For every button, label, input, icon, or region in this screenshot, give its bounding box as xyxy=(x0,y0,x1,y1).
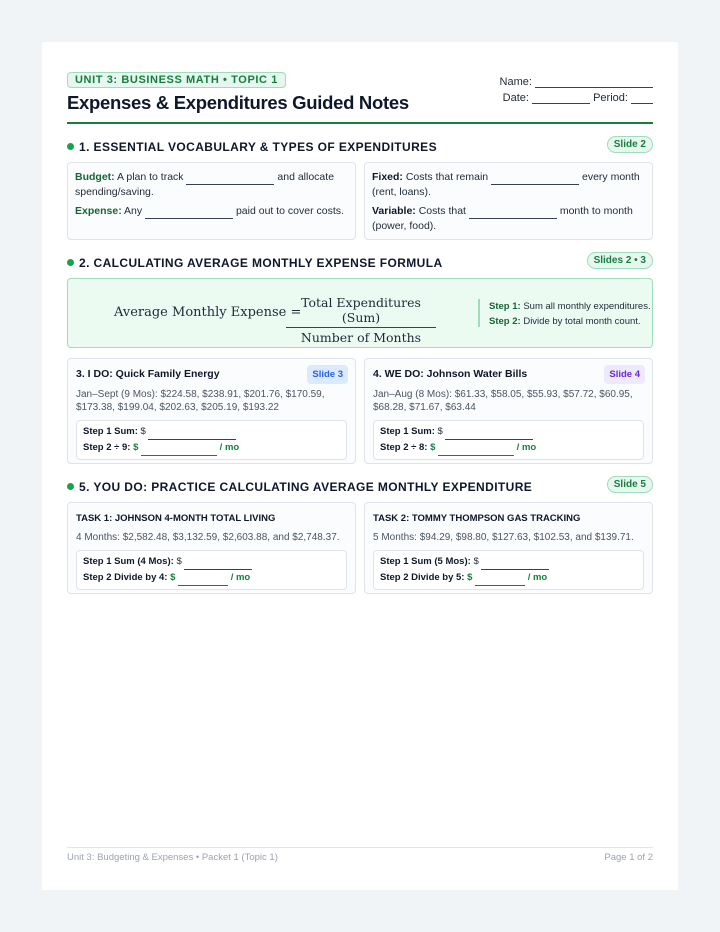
section-2-header xyxy=(67,252,653,274)
period-label: Period: xyxy=(593,92,628,104)
slide-badge: Slides 2 • 3 xyxy=(587,252,653,269)
section-2-title: 2. CALCULATING AVERAGE MONTHLY EXPENSE FORMULA xyxy=(79,256,443,270)
task-card-1 xyxy=(67,502,356,594)
period-field[interactable] xyxy=(631,93,653,104)
worksheet-page xyxy=(42,42,678,890)
vocab-card-left xyxy=(67,162,356,240)
task-title: TASK 2: TOMMY THOMPSON GAS TRACKING xyxy=(373,513,581,524)
page-number: Page 1 of 2 xyxy=(604,852,653,863)
section-bullet-icon xyxy=(67,143,74,150)
budget-blank[interactable] xyxy=(186,174,274,185)
header xyxy=(67,70,653,112)
section-5-header xyxy=(67,476,653,498)
average-blank[interactable] xyxy=(438,445,514,456)
example-title: 4. WE DO: Johnson Water Bills xyxy=(373,368,528,380)
section-5-title: 5. YOU DO: PRACTICE CALCULATING AVERAGE MONTHLY EXPENDITURE xyxy=(79,480,533,494)
example-card-we-do xyxy=(364,358,653,464)
footer-unit-label: Unit 3: Budgeting & Expenses • Packet 1 (Topic 1) xyxy=(67,852,278,863)
section-1-title: 1. ESSENTIAL VOCABULARY & TYPES OF EXPENDITURES xyxy=(79,140,437,154)
formula-divider xyxy=(478,299,480,327)
formula-numerator: Total Expenditures (Sum) xyxy=(301,295,421,325)
expense-definition: Expense: Any paid out to cover costs. xyxy=(75,205,344,217)
name-label: Name: xyxy=(499,76,532,88)
task-data: 4 Months: $2,582.48, $3,132.59, $2,603.88, and $2,748.37. xyxy=(76,532,340,543)
section-bullet-icon xyxy=(67,483,74,490)
work-box: Step 1 Sum (5 Mos): $ Step 2 Divide by 5: $ / mo xyxy=(373,550,644,590)
section-1-header xyxy=(67,136,653,158)
formula-denominator: Number of Months xyxy=(300,330,422,345)
fraction-bar xyxy=(286,327,436,328)
variable-blank[interactable] xyxy=(469,208,557,219)
example-data: Jan–Sept (9 Mos): $224.58, $238.91, $201.76, $170.59, $173.38, $199.04, $202.63, $205.19, $193.22 xyxy=(76,389,325,413)
sum-blank[interactable] xyxy=(148,429,236,440)
work-box: Step 1 Sum: $ Step 2 ÷ 9: $ / mo xyxy=(76,420,347,460)
unit-badge: UNIT 3: BUSINESS MATH • TOPIC 1 xyxy=(67,72,286,88)
task-card-2 xyxy=(364,502,653,594)
page-title: Expenses & Expenditures Guided Notes xyxy=(67,92,409,113)
section-bullet-icon xyxy=(67,259,74,266)
task-data: 5 Months: $94.29, $98.80, $127.63, $102.53, and $139.71. xyxy=(373,532,634,543)
sum-blank[interactable] xyxy=(184,559,252,570)
average-blank[interactable] xyxy=(178,575,228,586)
slide-badge: Slide 5 xyxy=(607,476,653,493)
work-box: Step 1 Sum: $ Step 2 ÷ 8: $ / mo xyxy=(373,420,644,460)
sum-blank[interactable] xyxy=(481,559,549,570)
formula-fraction xyxy=(286,295,436,345)
formula-steps: Step 1: Sum all monthly expenditures. Step 2: Divide by total month count. xyxy=(489,301,651,327)
formula-lhs: Average Monthly Expense = xyxy=(114,305,302,320)
slide-badge: Slide 4 xyxy=(604,365,645,384)
sum-blank[interactable] xyxy=(445,429,533,440)
slide-badge: Slide 3 xyxy=(307,365,348,384)
student-fields xyxy=(500,76,653,108)
average-blank[interactable] xyxy=(475,575,525,586)
average-blank[interactable] xyxy=(141,445,217,456)
example-card-i-do xyxy=(67,358,356,464)
name-field[interactable] xyxy=(535,77,653,88)
example-data: Jan–Aug (8 Mos): $61.33, $58.05, $55.93, $57.72, $60.95, $68.28, $71.67, $63.44 xyxy=(373,389,633,413)
expense-blank[interactable] xyxy=(145,208,233,219)
variable-definition: Variable: Costs that month to month (power, food). xyxy=(372,205,633,232)
work-box: Step 1 Sum (4 Mos): $ Step 2 Divide by 4: $ / mo xyxy=(76,550,347,590)
formula-box xyxy=(67,278,653,348)
example-title: 3. I DO: Quick Family Energy xyxy=(76,368,220,380)
vocab-card-right xyxy=(364,162,653,240)
header-divider xyxy=(67,122,653,124)
fixed-definition: Fixed: Costs that remain every month (rent, loans). xyxy=(372,171,640,198)
page-footer xyxy=(67,847,653,863)
task-title: TASK 1: JOHNSON 4-MONTH TOTAL LIVING xyxy=(76,513,276,524)
fixed-blank[interactable] xyxy=(491,174,579,185)
slide-badge: Slide 2 xyxy=(607,136,653,153)
date-field[interactable] xyxy=(532,93,590,104)
budget-definition: Budget: A plan to track and allocate spending/saving. xyxy=(75,171,335,198)
date-label: Date: xyxy=(502,92,529,104)
